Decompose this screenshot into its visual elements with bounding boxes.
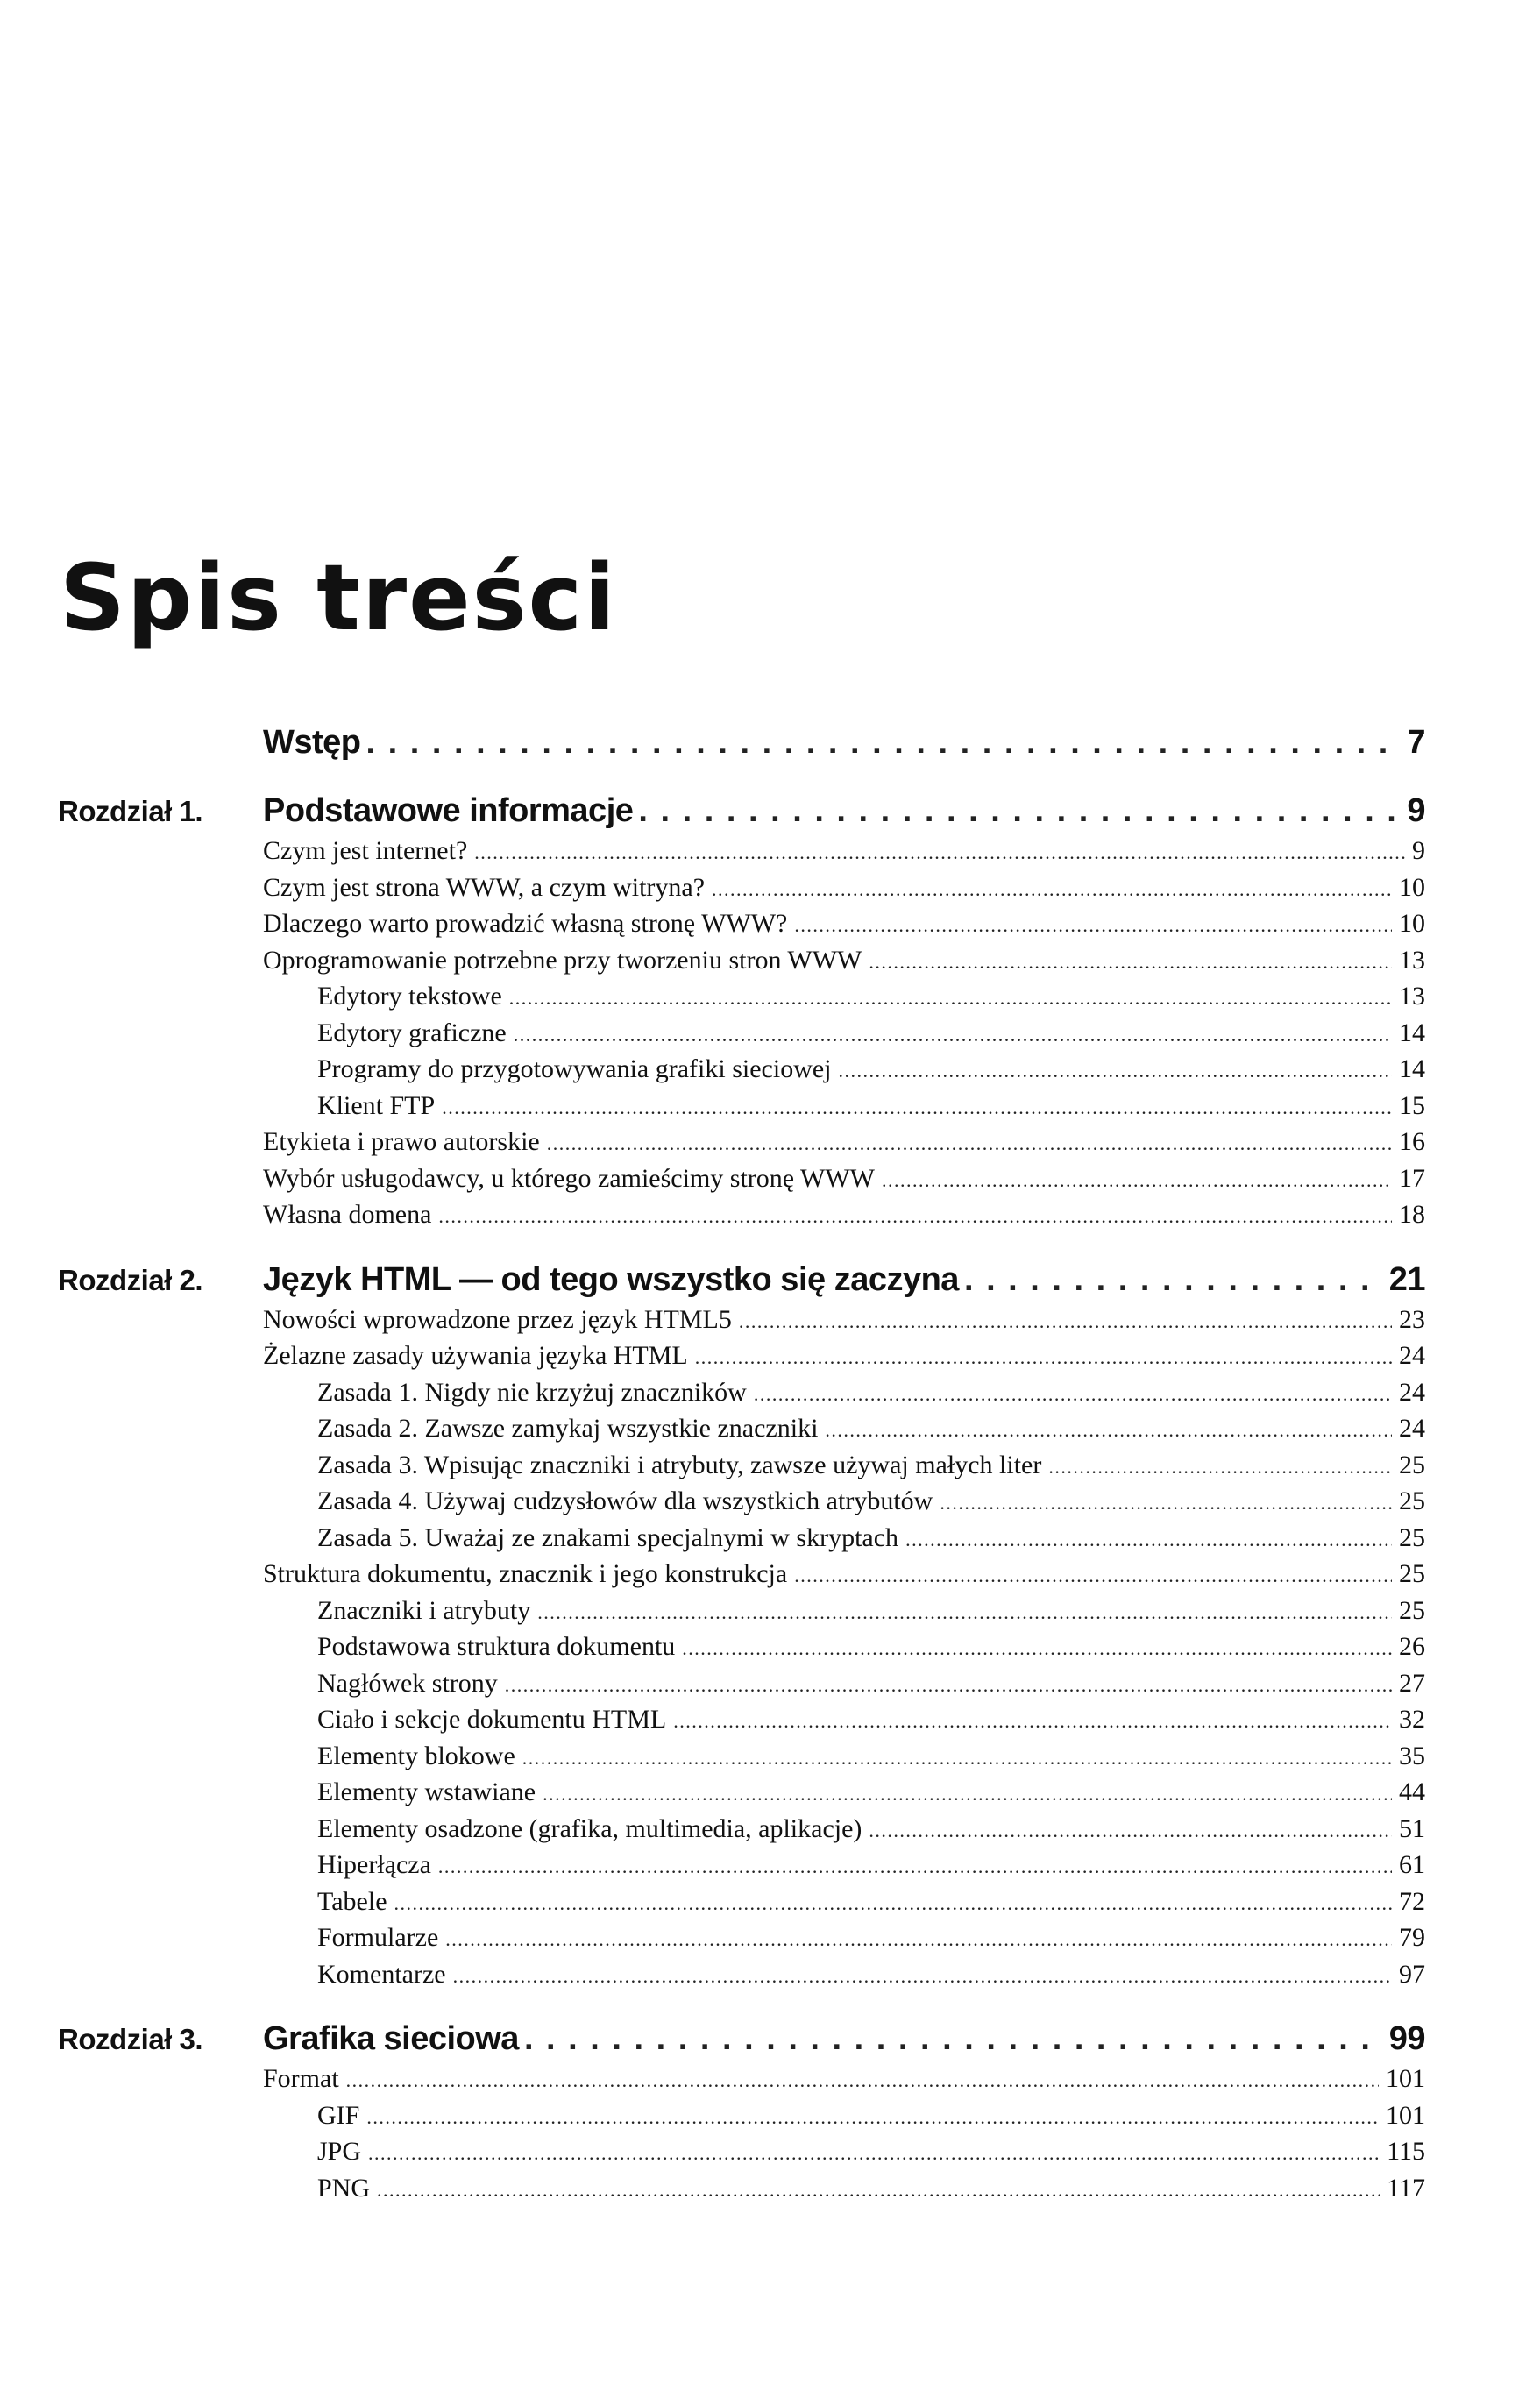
dot-leader — [1048, 1449, 1392, 1486]
dot-leader — [673, 1703, 1392, 1740]
entry-title: Język HTML — od tego wszystko się zaczyna — [263, 1260, 959, 1298]
entry-title: Nowości wprowadzone przez język HTML5 — [263, 1304, 732, 1334]
entry-title: Grafika sieciowa — [263, 2020, 519, 2057]
entry-title: Wstęp — [263, 724, 361, 761]
page-number: 115 — [1387, 2137, 1425, 2166]
entry-title: JPG — [317, 2137, 362, 2166]
toc-entry-subsection[interactable] — [58, 2170, 1425, 2207]
toc-entry-section[interactable] — [58, 2061, 1425, 2097]
page-number: 18 — [1399, 1200, 1425, 1229]
entry-title: Tabele — [317, 1886, 387, 1916]
page-number: 24 — [1399, 1414, 1425, 1443]
entry-title: Podstawowe informacje — [263, 792, 634, 829]
page-number: 9 — [1412, 836, 1425, 865]
page-number: 79 — [1399, 1923, 1425, 1952]
entry-title: Oprogramowanie potrzebne przy tworzeniu stron WWW — [263, 945, 862, 975]
toc-entry-section[interactable] — [58, 1196, 1425, 1233]
toc-entry-subsection[interactable] — [58, 1956, 1425, 1993]
entry-title: Dlaczego warto prowadzić własną stronę WWW? — [263, 909, 788, 938]
page-number: 32 — [1399, 1705, 1425, 1734]
chapter-label: Rozdział 3. — [58, 2023, 203, 2055]
dot-leader — [346, 2062, 1379, 2099]
entry-title: Ciało i sekcje dokumentu HTML — [317, 1705, 667, 1734]
entry-title: Etykieta i prawo autorskie — [263, 1127, 540, 1156]
entry-title: Komentarze — [317, 1959, 446, 1989]
page-number: 17 — [1399, 1163, 1425, 1193]
toc-entry-subsection[interactable] — [58, 1447, 1425, 1484]
page-number: 24 — [1399, 1377, 1425, 1407]
dot-leader — [442, 1089, 1392, 1126]
page-number: 27 — [1399, 1668, 1425, 1698]
toc-entry-subsection[interactable] — [58, 1628, 1425, 1665]
dot-leader — [794, 1557, 1392, 1594]
entry-title: Podstawowa struktura dokumentu — [317, 1632, 676, 1661]
entry-title: Edytory tekstowe — [317, 982, 502, 1011]
toc-entry-subsection[interactable] — [58, 1374, 1425, 1411]
dot-leader — [739, 1303, 1392, 1340]
dot-leader — [509, 980, 1392, 1017]
toc-entry-section[interactable] — [58, 869, 1425, 906]
table-of-contents — [58, 724, 1425, 2206]
page-number: 117 — [1387, 2173, 1425, 2203]
entry-title: Struktura dokumentu, znacznik i jego konstrukcja — [263, 1559, 788, 1588]
entry-title: Format — [263, 2064, 339, 2093]
dot-leader — [638, 792, 1402, 830]
entry-title: Zasada 2. Zawsze zamykaj wszystkie znaczniki — [317, 1414, 819, 1443]
dot-leader — [377, 2172, 1380, 2209]
toc-entry-subsection[interactable] — [58, 1051, 1425, 1088]
dot-leader — [366, 2099, 1379, 2136]
entry-title: Zasada 1. Nigdy nie krzyżuj znaczników — [317, 1377, 747, 1407]
entry-title: Zasada 3. Wpisując znaczniki i atrybuty, zawsze używaj małych liter — [317, 1450, 1042, 1479]
toc-entry-chapter[interactable] — [58, 792, 1425, 833]
dot-leader — [453, 1958, 1392, 1995]
toc-entry-subsection[interactable] — [58, 1884, 1425, 1920]
toc-entry-section[interactable] — [58, 1160, 1425, 1197]
dot-leader — [882, 1162, 1392, 1199]
dot-leader — [524, 2020, 1384, 2058]
toc-entry-subsection[interactable] — [58, 1665, 1425, 1702]
page-number: 51 — [1399, 1813, 1425, 1843]
dot-leader — [869, 1813, 1392, 1849]
page-title: Spis treści — [60, 544, 617, 651]
toc-entry-section[interactable] — [58, 1556, 1425, 1593]
toc-entry-chapter[interactable] — [58, 724, 1425, 764]
dot-leader — [712, 871, 1392, 908]
toc-entry-chapter[interactable] — [58, 1261, 1425, 1302]
toc-entry-subsection[interactable] — [58, 1088, 1425, 1125]
entry-title: Hiperłącza — [317, 1850, 431, 1879]
toc-entry-subsection[interactable] — [58, 1774, 1425, 1811]
toc-entry-subsection[interactable] — [58, 1847, 1425, 1884]
dot-leader — [514, 1017, 1392, 1054]
page-number: 10 — [1399, 909, 1425, 938]
page-number: 25 — [1399, 1450, 1425, 1479]
entry-title: Własna domena — [263, 1200, 432, 1229]
page-number: 26 — [1399, 1632, 1425, 1661]
page-number: 15 — [1399, 1090, 1425, 1120]
dot-leader — [940, 1485, 1392, 1522]
page-number: 7 — [1407, 724, 1425, 761]
dot-leader — [905, 1522, 1392, 1558]
page-number: 14 — [1399, 1018, 1425, 1047]
toc-entry-section[interactable] — [58, 1124, 1425, 1160]
entry-title: Elementy blokowe — [317, 1741, 515, 1770]
entry-title: Żelazne zasady używania języka HTML — [263, 1341, 688, 1370]
chapter-label: Rozdział 1. — [58, 795, 203, 827]
toc-entry-subsection[interactable] — [58, 1919, 1425, 1956]
dot-leader — [474, 834, 1405, 871]
page-number: 14 — [1399, 1054, 1425, 1083]
chapter-label: Rozdział 2. — [58, 1263, 203, 1296]
entry-title: Czym jest strona WWW, a czym witryna? — [263, 872, 706, 902]
toc-entry-subsection[interactable] — [58, 1483, 1425, 1520]
toc-entry-subsection[interactable] — [58, 1811, 1425, 1848]
page-number: 25 — [1399, 1595, 1425, 1625]
toc-entry-section[interactable] — [58, 905, 1425, 942]
toc-entry-subsection[interactable] — [58, 1015, 1425, 1052]
dot-leader — [964, 1261, 1384, 1299]
dot-leader — [754, 1376, 1392, 1413]
dot-leader — [438, 1848, 1392, 1885]
dot-leader — [682, 1630, 1392, 1667]
toc-entry-subsection[interactable] — [58, 978, 1425, 1015]
entry-title: Formularze — [317, 1923, 439, 1952]
page-number: 97 — [1399, 1959, 1425, 1989]
toc-entry-section[interactable] — [58, 833, 1425, 869]
dot-leader — [869, 944, 1392, 981]
dot-leader — [522, 1740, 1392, 1777]
dot-leader — [505, 1667, 1392, 1704]
page-number: 25 — [1399, 1559, 1425, 1588]
dot-leader — [366, 724, 1402, 762]
entry-title: Nagłówek strony — [317, 1668, 498, 1698]
dot-leader — [438, 1198, 1392, 1235]
page-number: 10 — [1399, 872, 1425, 902]
page-number: 72 — [1399, 1886, 1425, 1916]
toc-entry-section[interactable] — [58, 942, 1425, 979]
dot-leader — [794, 907, 1392, 944]
toc-entry-section[interactable] — [58, 1337, 1425, 1374]
page-number: 61 — [1399, 1850, 1425, 1879]
entry-title: Elementy osadzone (grafika, multimedia, aplikacje) — [317, 1813, 862, 1843]
page-number: 9 — [1407, 792, 1425, 829]
entry-title: Klient FTP — [317, 1090, 436, 1120]
entry-title: Wybór usługodawcy, u którego zamieścimy stronę WWW — [263, 1163, 875, 1193]
page-number: 13 — [1399, 945, 1425, 975]
entry-title: Zasada 4. Używaj cudzysłowów dla wszystkich atrybutów — [317, 1486, 933, 1515]
toc-entry-subsection[interactable] — [58, 1738, 1425, 1775]
toc-entry-subsection[interactable] — [58, 2133, 1425, 2170]
page-number: 21 — [1388, 1260, 1425, 1298]
page-number: 25 — [1399, 1522, 1425, 1552]
dot-leader — [445, 1921, 1392, 1958]
page-number: 101 — [1386, 2064, 1425, 2093]
toc-entry-subsection[interactable] — [58, 1520, 1425, 1557]
dot-leader — [839, 1053, 1392, 1089]
toc-entry-subsection[interactable] — [58, 2097, 1425, 2134]
dot-leader — [695, 1339, 1392, 1376]
toc-entry-subsection[interactable] — [58, 1593, 1425, 1629]
page-number: 23 — [1399, 1304, 1425, 1334]
entry-title: Programy do przygotowywania grafiki sieciowej — [317, 1054, 832, 1083]
toc-entry-chapter[interactable] — [58, 2020, 1425, 2061]
page-number: 13 — [1399, 982, 1425, 1011]
entry-title: Czym jest internet? — [263, 836, 468, 865]
dot-leader — [543, 1776, 1392, 1813]
dot-leader — [537, 1594, 1392, 1631]
page-number: 101 — [1386, 2100, 1425, 2130]
dot-leader — [394, 1885, 1392, 1922]
dot-leader — [547, 1125, 1392, 1162]
page-number: 24 — [1399, 1341, 1425, 1370]
dot-leader — [825, 1412, 1392, 1449]
entry-title: PNG — [317, 2173, 371, 2203]
entry-title: Edytory graficzne — [317, 1018, 507, 1047]
page-number: 99 — [1388, 2020, 1425, 2057]
entry-title: Znaczniki i atrybuty — [317, 1595, 531, 1625]
toc-entry-subsection[interactable] — [58, 1701, 1425, 1738]
page-number: 16 — [1399, 1127, 1425, 1156]
toc-entry-section[interactable] — [58, 1302, 1425, 1338]
dot-leader — [368, 2135, 1380, 2172]
page-number: 44 — [1399, 1777, 1425, 1806]
page-number: 25 — [1399, 1486, 1425, 1515]
toc-entry-subsection[interactable] — [58, 1410, 1425, 1447]
entry-title: Elementy wstawiane — [317, 1777, 536, 1806]
entry-title: GIF — [317, 2100, 360, 2130]
page-number: 35 — [1399, 1741, 1425, 1770]
entry-title: Zasada 5. Uważaj ze znakami specjalnymi w skryptach — [317, 1522, 899, 1552]
